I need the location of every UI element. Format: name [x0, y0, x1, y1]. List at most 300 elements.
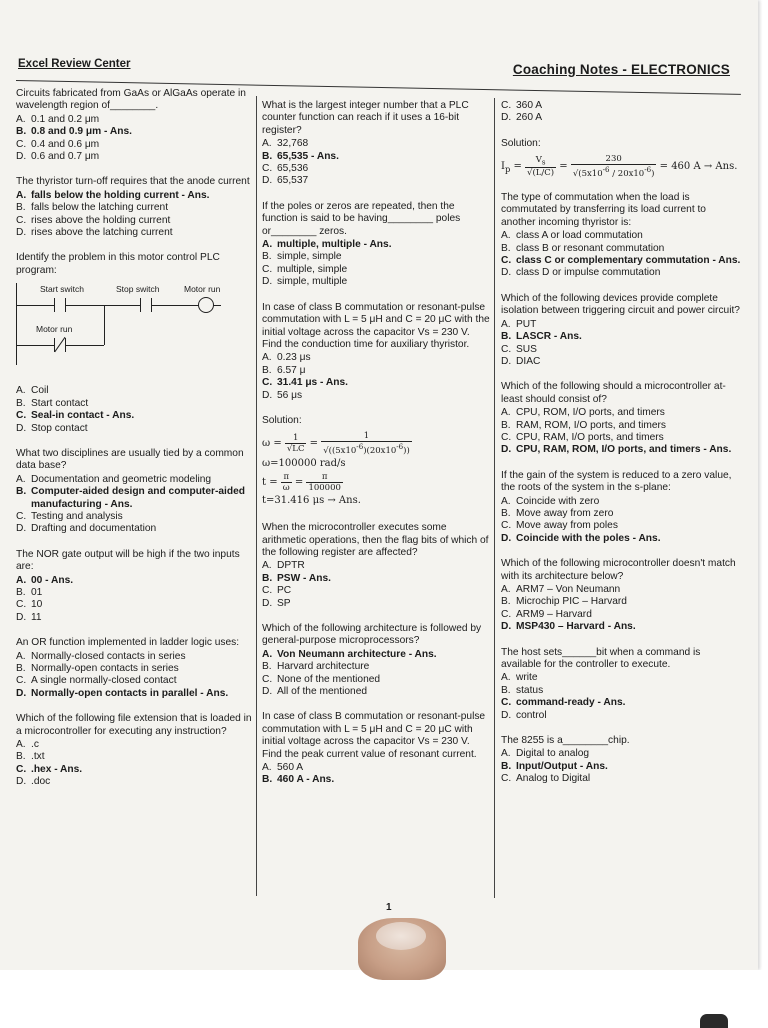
column-2 [262, 100, 490, 800]
option-text: rises above the latching current [31, 227, 173, 239]
option-text: 11 [31, 611, 42, 623]
option [501, 432, 741, 444]
question [262, 100, 490, 188]
option [262, 560, 490, 572]
answer-option [501, 444, 741, 456]
column-1 [16, 88, 256, 802]
option [501, 344, 741, 356]
option-letter: D. [501, 355, 512, 367]
option-text: All of the mentioned [277, 686, 368, 698]
question [16, 252, 256, 434]
option-text: .hex - Ans. [31, 763, 83, 775]
option [16, 751, 256, 763]
thumbnail-nail-image [376, 922, 426, 950]
option-letter: A. [16, 113, 26, 125]
option-letter: D. [501, 621, 512, 633]
option [16, 398, 256, 410]
option-text: control [516, 709, 547, 721]
option-text: 460 A - Ans. [277, 774, 335, 786]
option-letter: C. [16, 138, 27, 150]
option-letter: B. [501, 760, 512, 772]
option-text: DPTR [277, 560, 305, 572]
option-text: 32,768 [277, 138, 309, 150]
option-letter: C. [501, 100, 512, 111]
option [501, 685, 741, 697]
question [262, 302, 490, 402]
option-letter: A. [262, 560, 272, 572]
answer-option [16, 410, 256, 422]
question-stem: The thyristor turn-off requires that the anode current [16, 176, 250, 188]
option-text: falls below the latching current [31, 202, 169, 214]
option-text: class D or impulse commutation [516, 267, 661, 279]
option-letter: C. [16, 763, 27, 775]
option [501, 609, 741, 621]
option-letter: A. [501, 748, 511, 760]
option-text: Harvard architecture [277, 661, 370, 673]
answer-option [16, 486, 256, 511]
question-stem: The 8255 is a________chip. [501, 735, 630, 747]
option-letter: D. [16, 422, 27, 434]
option-text: 65,535 - Ans. [277, 150, 339, 162]
option [16, 739, 256, 751]
option [501, 319, 741, 331]
option-text: Microchip PIC – Harvard [516, 596, 627, 608]
header-source: Excel Review Center [18, 58, 131, 70]
option [262, 598, 490, 610]
option-letter: C. [262, 163, 273, 175]
answer-option [501, 697, 741, 709]
option-letter: B. [501, 331, 512, 343]
start-switch-label: Start switch [40, 284, 84, 295]
option-text: None of the mentioned [277, 673, 381, 685]
option-text: multiple, simple [277, 263, 348, 275]
rung-wire [16, 305, 221, 306]
option-letter: B. [262, 572, 273, 584]
column-divider [494, 98, 495, 898]
option-letter: D. [262, 276, 273, 288]
option-letter: D. [501, 267, 512, 279]
motor-run-coil-label: Motor run [184, 284, 221, 295]
option-text: falls below the holding current - Ans. [31, 189, 210, 201]
option-text: write [516, 672, 538, 684]
option [262, 686, 490, 698]
option [16, 651, 256, 663]
option [16, 474, 256, 486]
answer-option [16, 126, 256, 138]
option-text: PUT [516, 318, 537, 330]
option-text: 0.8 and 0.9 μm - Ans. [31, 126, 132, 138]
question [501, 192, 741, 280]
option-letter: B. [16, 202, 26, 214]
option [16, 599, 256, 611]
option-letter: C. [262, 673, 273, 685]
option-letter: B. [501, 507, 511, 519]
question [501, 470, 741, 545]
question-stem: The NOR gate output will be high if the two inputs are: [16, 548, 240, 573]
option-letter: D. [16, 227, 27, 239]
option-text: rises above the holding current [31, 214, 171, 226]
option-letter: A. [262, 138, 272, 150]
ladder-diagram [16, 283, 231, 371]
solution [262, 415, 490, 509]
option-text: 0.4 and 0.6 μm [31, 138, 100, 150]
option-letter: C. [16, 599, 27, 611]
option [16, 587, 256, 599]
options [16, 385, 256, 435]
option-text: Computer-aided design and computer-aided manufacturing - Ans. [31, 486, 245, 510]
option-text: 31.41 μs - Ans. [277, 377, 348, 389]
option-letter: A. [262, 352, 272, 364]
option-text: A single normally-closed contact [31, 675, 177, 687]
option [16, 663, 256, 675]
answer-option [262, 649, 490, 661]
option-text: 01 [31, 586, 43, 598]
ladder-rail [16, 283, 17, 365]
option-text: Start contact [31, 397, 89, 409]
option-letter: C. [262, 377, 273, 389]
option-letter: B. [262, 251, 272, 263]
answer-option [501, 533, 741, 545]
question-stem: Identify the problem in this motor control PLC program: [16, 252, 220, 276]
option-letter: B. [501, 596, 511, 608]
answer-option [16, 688, 256, 700]
option [501, 520, 741, 532]
motor-run-coil [198, 297, 214, 313]
stop-contact [140, 298, 152, 312]
answer-option [501, 255, 741, 267]
option-text: Coincide with the poles - Ans. [516, 532, 661, 544]
question [16, 176, 256, 239]
app-corner-icon [700, 1014, 728, 1028]
option [262, 390, 490, 402]
option-text: PSW - Ans. [277, 572, 331, 584]
option-letter: A. [501, 230, 511, 242]
answer-option [16, 764, 256, 776]
option-text: PC [277, 585, 292, 597]
header-title: Coaching Notes - ELECTRONICS [512, 62, 730, 77]
question [501, 647, 741, 722]
option-letter: D. [501, 532, 512, 544]
option-text: .c [31, 739, 39, 751]
option [501, 496, 741, 508]
option-text: Von Neumann architecture - Ans. [277, 648, 437, 660]
question-stem: What two disciplines are usually tied by a common data base? [16, 447, 244, 472]
option-letter: C. [501, 608, 512, 620]
option-text: LASCR - Ans. [516, 331, 582, 343]
start-contact [54, 298, 66, 312]
option [501, 672, 741, 684]
option-text: 360 A [516, 100, 543, 111]
option-text: Stop contact [31, 422, 88, 434]
solution-peak-current-formula: $I_p$ = $\frac{V_s}{√(L/C)}$ = $\frac{230}{√(5x10^{-6} / 20x10^{-6})}$ = 460 A → Ans. [501, 154, 738, 180]
option [501, 748, 741, 760]
question [501, 558, 741, 633]
question-stem: An OR function implemented in ladder logic uses: [16, 637, 240, 649]
option-text: 65,536 [277, 163, 309, 175]
option-letter: A. [501, 495, 511, 507]
question-stem: Which of the following microcontroller doesn't match with its architecture below? [501, 558, 736, 582]
option [16, 151, 256, 163]
option [501, 710, 741, 722]
option-letter: D. [262, 597, 273, 609]
option [16, 202, 256, 214]
question [501, 293, 741, 368]
option [501, 773, 741, 785]
answer-option [262, 377, 490, 389]
option [16, 675, 256, 687]
column-divider [256, 96, 257, 896]
option [262, 138, 490, 150]
question-stem: Which of the following devices provide complete isolation between triggering circuit and power circuit? [501, 292, 740, 317]
option-text: CPU, ROM, I/O ports, and timers [516, 407, 665, 419]
option-text: MSP430 – Harvard - Ans. [516, 621, 636, 633]
option-text: 0.6 and 0.7 μm [31, 151, 100, 163]
solution-title: Solution: [262, 414, 302, 426]
option-letter: D. [262, 175, 273, 187]
option-letter: D. [16, 523, 27, 535]
option-letter: A. [501, 584, 511, 596]
question [501, 735, 741, 786]
option [16, 385, 256, 397]
option-letter: B. [262, 150, 273, 162]
option-text: 560 A [277, 762, 304, 774]
option [16, 523, 256, 535]
option [262, 365, 490, 377]
option-text: 6.57 μ [277, 364, 306, 376]
answer-option [501, 331, 741, 343]
option-letter: A. [501, 318, 511, 330]
option-letter: A. [16, 650, 26, 662]
option [501, 230, 741, 242]
option-letter: D. [501, 709, 512, 721]
option-text: 10 [31, 599, 43, 611]
option-letter: C. [501, 431, 512, 443]
option-text: Normally-closed contacts in series [31, 650, 186, 662]
option-text: .doc [31, 776, 51, 788]
answer-option [262, 151, 490, 163]
question [16, 713, 256, 788]
option-text: Move away from zero [516, 507, 614, 519]
option [262, 276, 490, 288]
option-letter: D. [501, 112, 512, 124]
option [262, 585, 490, 597]
option [501, 243, 741, 255]
option-letter: C. [501, 697, 512, 709]
question-stem: The host sets______bit when a command is available for the controller to execute. [501, 646, 701, 671]
option-letter: C. [16, 214, 27, 226]
solution [501, 138, 741, 179]
option-text: Coil [31, 385, 49, 397]
question [16, 88, 256, 163]
option [501, 407, 741, 419]
question-stem: Circuits fabricated from GaAs or AlGaAs operate in wavelength region of________. [16, 88, 246, 112]
option-text: 56 μs [277, 389, 303, 401]
option-text: Testing and analysis [31, 510, 123, 522]
option-text: class B or resonant commutation [516, 242, 665, 254]
solution-omega-formula: ω = $\frac{1}{√LC}$ = $\frac{1}{√((5x10^{-6})(20x10^{-6}))}$ [262, 431, 410, 457]
option-text: 0.23 μs [277, 352, 311, 364]
option-text: class C or complementary commutation - Ans. [516, 255, 741, 267]
option-text: CPU, RAM, ROM, I/O ports, and timers - Ans. [516, 444, 732, 456]
option-text: Documentation and geometric modeling [31, 473, 212, 485]
option [262, 163, 490, 175]
question-stem: Which of the following architecture is followed by general-purpose microprocessors? [262, 623, 482, 647]
option-text: multiple, multiple - Ans. [277, 239, 392, 251]
option-letter: A. [262, 762, 272, 774]
solution-omega-value: ω=100000 rad/s [262, 458, 346, 470]
answer-option [501, 761, 741, 773]
question [262, 711, 490, 786]
option-text: status [516, 684, 544, 696]
option-letter: A. [16, 473, 26, 485]
solution-peak-current-result: = 460 A → Ans. [659, 161, 738, 173]
answer-option [262, 239, 490, 251]
option-text: Drafting and documentation [31, 523, 157, 535]
option-text: ARM9 – Harvard [516, 608, 592, 620]
option-letter: D. [16, 776, 27, 788]
page-number: 1 [386, 902, 392, 913]
option-letter: D. [16, 687, 27, 699]
option [262, 264, 490, 276]
option-letter: A. [16, 385, 26, 397]
option [262, 251, 490, 263]
question-stem: Which of the following file extension that is loaded in a microcontroller for executing any instruction? [16, 713, 252, 737]
option-letter: C. [501, 773, 512, 785]
option [262, 674, 490, 686]
option [16, 511, 256, 523]
option [501, 356, 741, 368]
option-text: Digital to analog [516, 748, 590, 760]
question-continued [501, 100, 741, 125]
option-text: Normally-open contacts in parallel - Ans. [31, 687, 229, 699]
option [16, 227, 256, 239]
question-stem: Which of the following should a microcontroller at-least should consist of? [501, 381, 726, 405]
option-text: 00 - Ans. [31, 574, 74, 586]
question-stem: What is the largest integer number that a PLC counter function can reach if it uses a 16-bit register? [262, 100, 469, 136]
branch-wire [104, 305, 105, 345]
question-stem: In case of class B commutation or resonant-pulse commutation with L = 5 μH and C = 20 μC with the initial voltage across the capacitor Vs = 230 V. Find the conduction time for auxiliary thyristor. [262, 301, 490, 350]
answer-option [501, 621, 741, 633]
option-text: RAM, ROM, I/O ports, and timers [516, 419, 667, 431]
option [501, 420, 741, 432]
option-text: SP [277, 597, 291, 609]
option-letter: B. [16, 751, 26, 763]
option-letter: C. [262, 263, 273, 275]
option [262, 762, 490, 774]
stop-switch-label: Stop switch [116, 284, 160, 295]
option-letter: B. [262, 661, 272, 673]
option-text: 260 A [516, 112, 543, 124]
option-letter: A. [262, 648, 273, 660]
option-letter: B. [262, 364, 272, 376]
option-text: ARM7 – Von Neumann [516, 584, 621, 596]
option-letter: C. [501, 255, 512, 267]
option-letter: A. [501, 407, 511, 419]
option [501, 112, 741, 124]
option [16, 114, 256, 126]
option [262, 661, 490, 673]
option-text: 0.1 and 0.2 μm [31, 113, 100, 125]
question [16, 448, 256, 536]
option-letter: A. [501, 672, 511, 684]
option-letter: D. [501, 444, 512, 456]
option-letter: B. [16, 126, 27, 138]
solution-time-value: t=31.416 μs → Ans. [262, 495, 361, 507]
question-stem: If the poles or zeros are repeated, then the function is said to be having________ poles or________ zeros. [262, 200, 461, 237]
option-letter: B. [16, 397, 26, 409]
option-letter: A. [16, 739, 26, 751]
option [501, 100, 741, 112]
option [16, 139, 256, 151]
option [501, 596, 741, 608]
option-letter: B. [16, 486, 27, 498]
option-letter: D. [262, 389, 273, 401]
option-text: class A or load commutation [516, 230, 643, 242]
option-text: Analog to Digital [516, 773, 591, 785]
column-3 [501, 100, 741, 799]
option-text: SUS [516, 343, 537, 355]
option-letter: A. [262, 239, 273, 251]
option-letter: C. [16, 510, 27, 522]
option [262, 175, 490, 187]
option-letter: D. [16, 611, 27, 623]
answer-option [16, 190, 256, 202]
option [501, 267, 741, 279]
option-letter: B. [262, 774, 273, 786]
option-text: Coincide with zero [516, 495, 600, 507]
option-text: .txt [31, 751, 45, 763]
question-stem: When the microcontroller executes some arithmetic operations, then the flag bits of which of the following register are affected? [262, 522, 489, 558]
question-stem: The type of commutation when the load is commutated by transferring its load current to another incoming thyristor is: [501, 192, 706, 228]
option-letter: A. [16, 574, 27, 586]
option [16, 215, 256, 227]
option [16, 423, 256, 435]
option-text: Normally-open contacts in series [31, 663, 179, 674]
option-text: command-ready - Ans. [516, 697, 626, 709]
option-text: simple, multiple [277, 276, 348, 288]
option-letter: C. [501, 343, 512, 355]
option-letter: D. [16, 151, 27, 163]
option-letter: B. [501, 684, 511, 696]
question [16, 637, 256, 700]
seal-in-contact [54, 338, 66, 352]
question [501, 381, 741, 456]
option [16, 612, 256, 624]
option [16, 776, 256, 788]
option-letter: A. [16, 189, 27, 201]
option-letter: C. [16, 410, 27, 422]
option-text: Move away from poles [516, 520, 618, 532]
option-letter: C. [262, 585, 273, 597]
option [501, 508, 741, 520]
question [262, 623, 490, 698]
answer-option [262, 774, 490, 786]
option-text: DIAC [516, 355, 541, 367]
solution-time-formula: t = $\frac{\pi}{\omega}$ = $\frac{\pi}{100000}$ [262, 472, 341, 494]
option-letter: C. [16, 675, 27, 687]
option [501, 584, 741, 596]
option-letter: B. [16, 663, 26, 674]
answer-option [16, 575, 256, 587]
motor-run-contact-label: Motor run [36, 324, 73, 335]
question [16, 549, 256, 624]
option-letter: B. [501, 242, 511, 254]
option-text: CPU, RAM, I/O ports, and timers [516, 431, 664, 443]
option-text: Input/Output - Ans. [516, 760, 608, 772]
option-letter: C. [501, 520, 512, 532]
option [262, 352, 490, 364]
question-stem: If the gain of the system is reduced to a zero value, the roots of the system in the s-plane: [501, 469, 732, 494]
